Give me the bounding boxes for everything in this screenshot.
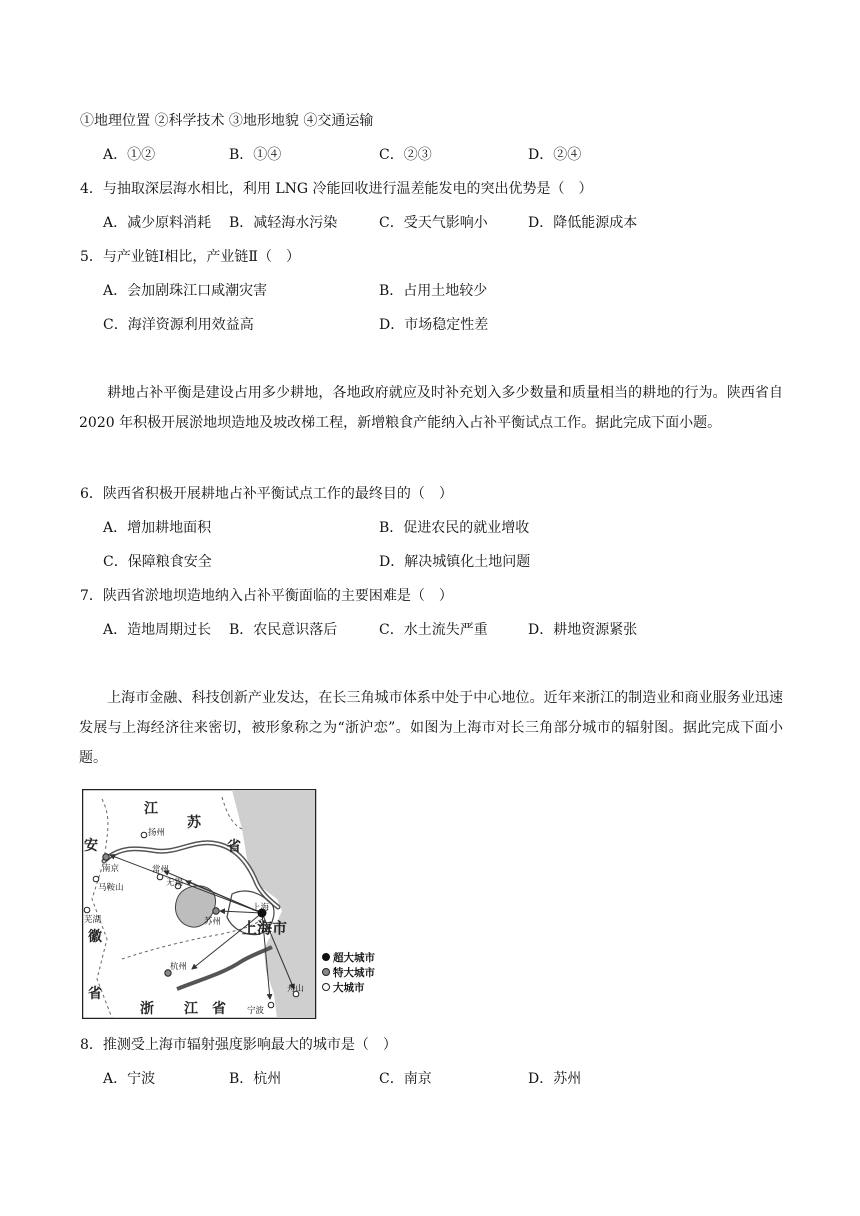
label-wuhu: 芜湖 (84, 915, 102, 925)
label-zhoushan: 舟山 (287, 984, 305, 994)
label-nanjing: 南京 (102, 864, 120, 874)
label-anhui-3: 省 (88, 986, 102, 1002)
q3-option-c[interactable]: C．②③ (379, 147, 432, 163)
q6-option-c[interactable]: C．保障粮食安全 (103, 554, 212, 570)
q7-option-d[interactable]: D．耕地资源紧张 (528, 622, 638, 638)
q4-option-b[interactable]: B．减轻海水污染 (229, 215, 338, 231)
q7-option-c[interactable]: C．水土流失严重 (379, 622, 488, 638)
q8-option-b[interactable]: B．杭州 (229, 1071, 282, 1087)
legend-supercity-dot (323, 969, 330, 976)
q7-option-b[interactable]: B．农民意识落后 (229, 622, 338, 638)
label-jiangsu-3: 省 (227, 839, 241, 855)
yangtze-delta-radiation-map (82, 789, 387, 1019)
label-shanghai-city: 上海市 (242, 919, 288, 937)
city-nanjing-dot (103, 854, 109, 860)
label-zhejiang-2: 江 (184, 1001, 198, 1017)
label-ningbo: 宁波 (247, 1006, 265, 1016)
legend-megacity-dot (323, 954, 330, 961)
legend-supercity: 特大城市 (333, 967, 375, 979)
legend-bigcity: 大城市 (333, 982, 365, 994)
q4-stem: 4．与抽取深层海水相比，利用 LNG 冷能回收进行温差能发电的突出优势是（ ） (80, 181, 593, 197)
q5-option-d[interactable]: D．市场稳定性差 (379, 317, 489, 333)
label-jiangsu-2: 苏 (187, 815, 201, 831)
legend-megacity: 超大城市 (333, 952, 375, 964)
q8-option-d[interactable]: D．苏州 (528, 1071, 582, 1087)
city-yangzhou-dot (141, 832, 147, 838)
q4-option-d[interactable]: D．降低能源成本 (528, 215, 638, 231)
label-jiangsu-1: 江 (144, 801, 158, 817)
q3-factor-list: ①地理位置 ②科学技术 ③地形地貌 ④交通运输 (80, 113, 374, 129)
q4-option-a[interactable]: A．减少原料消耗 (103, 215, 212, 231)
q6-option-b[interactable]: B．促进农民的就业增收 (379, 520, 530, 536)
city-maanshan-dot (93, 876, 99, 882)
q6-option-a[interactable]: A．增加耕地面积 (103, 520, 212, 536)
passage-farmland-text: 耕地占补平衡是建设占用多少耕地，各地政府就应及时补充划入多少数量和质量相当的耕地的行为。陕西省自 2020 年积极开展淤地坝造地及坡改梯工程，新增粮食产能纳入占补平衡试点工作。据此完成下面小题。 (79, 385, 783, 431)
q5-option-c[interactable]: C．海洋资源利用效益高 (103, 317, 254, 333)
q6-stem: 6．陕西省积极开展耕地占补平衡试点工作的最终目的（ ） (80, 486, 453, 502)
label-zhejiang-1: 浙 (140, 1001, 154, 1017)
label-anhui-2: 徽 (88, 929, 102, 945)
q8-option-c[interactable]: C．南京 (379, 1071, 432, 1087)
q6-option-d[interactable]: D．解决城镇化土地问题 (379, 554, 531, 570)
q4-option-c[interactable]: C．受天气影响小 (379, 215, 488, 231)
city-ningbo-dot (268, 1002, 274, 1008)
label-hangzhou: 杭州 (170, 962, 188, 972)
passage-farmland-balance (79, 378, 783, 438)
city-wuhu-dot (84, 907, 90, 913)
passage-shanghai (79, 683, 783, 773)
q8-option-a[interactable]: A．宁波 (103, 1071, 156, 1087)
q5-option-a[interactable]: A．会加剧珠江口咸潮灾害 (103, 283, 268, 299)
label-shanghai: 上海 (252, 903, 270, 913)
city-suzhou-dot (213, 908, 219, 914)
q7-option-a[interactable]: A．造地周期过长 (103, 622, 212, 638)
label-wuxi: 无锡 (166, 878, 184, 888)
label-yangzhou: 扬州 (148, 828, 166, 838)
legend-bigcity-dot (323, 984, 330, 991)
q5-stem: 5．与产业链Ⅰ相比，产业链Ⅱ（ ） (80, 249, 300, 265)
city-changzhou-dot (157, 874, 163, 880)
label-anhui-1: 安 (84, 838, 98, 854)
label-suzhou: 苏州 (204, 917, 222, 927)
label-changzhou: 常州 (152, 865, 170, 875)
passage-shanghai-text: 上海市金融、科技创新产业发达，在长三角城市体系中处于中心地位。近年来浙江的制造业和商业服务业迅速发展与上海经济往来密切，被形象称之为“浙沪恋”。如图为上海市对长三角部分城市的辐射图。据此完成下面小题。 (79, 690, 783, 766)
q3-option-b[interactable]: B．①④ (229, 147, 282, 163)
q3-option-a[interactable]: A．①② (103, 147, 156, 163)
label-zhejiang-3: 省 (212, 1001, 226, 1017)
q7-stem: 7．陕西省淤地坝造地纳入占补平衡面临的主要困难是（ ） (80, 588, 453, 604)
label-maanshan: 马鞍山 (98, 883, 124, 893)
q5-option-b[interactable]: B．占用土地较少 (379, 283, 488, 299)
q8-stem: 8．推测受上海市辐射强度影响最大的城市是（ ） (80, 1037, 397, 1053)
q3-option-d[interactable]: D．②④ (528, 147, 582, 163)
